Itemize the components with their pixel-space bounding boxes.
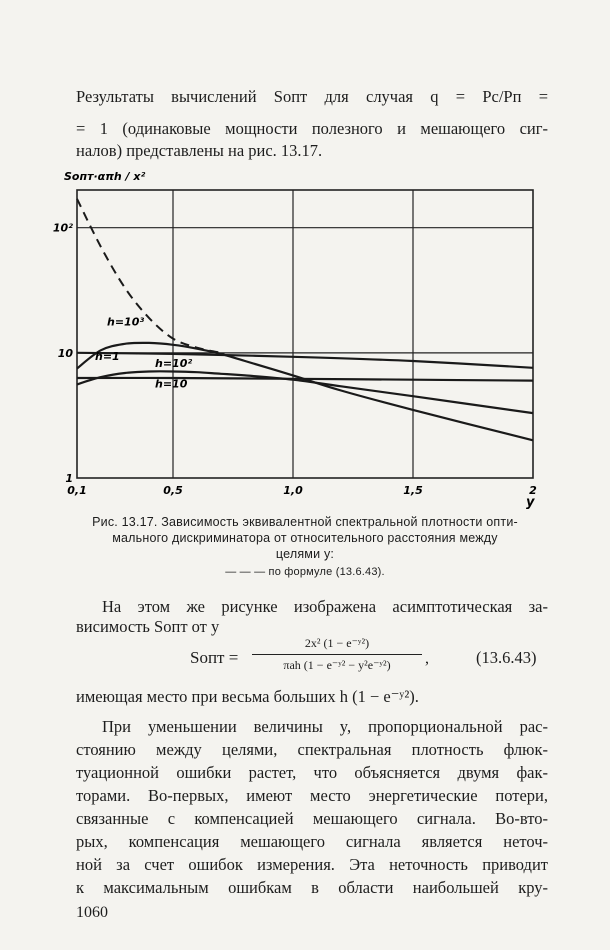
formula-numerator: 2x² (1 − e⁻ʸ²) [252,636,422,655]
page-number: 1060 [76,904,108,921]
figure-caption-line: мального дискриминатора от относительного расстояния между [112,531,498,545]
paragraph-line: На этом же рисунке изображена асимптотическая за- [102,597,548,616]
curve-label: h=10³ [107,315,145,329]
chart-series [77,199,533,440]
formula-denominator: πah (1 − e⁻ʸ² − y²e⁻ʸ²) [283,658,391,672]
curve-label: h=1 [95,349,120,363]
paragraph-line: Результаты вычислений Sопт для случая q = Pc/Pп = [76,87,548,106]
paragraph-line: торами. Во-первых, имеют место энергетические потери, [76,786,548,805]
paragraph-line: рых, компенсация мешающего сигнала является неточ- [76,832,548,851]
y-tick-label: 10² [52,221,73,235]
series-line [77,199,221,353]
paragraph-line: стоянию между целями, спектральная плотность флюк- [76,740,548,759]
paragraph-line: При уменьшении величины y, пропорциональной рас- [102,717,548,736]
paragraph-line: к максимальным ошибкам в области наибольшей кру- [76,878,548,897]
paragraph-line: туационной ошибки растет, что объясняется двумя фак- [76,763,548,782]
figure-caption-line: Рис. 13.17. Зависимость эквивалентной спектральной плотности опти- [92,515,518,529]
curve-label: h=10² [155,357,193,371]
y-axis-label: Sопт·απh / x² [64,170,146,183]
formula-comma: , [425,650,429,667]
formula-number: (13.6.43) [476,648,537,667]
x-tick-label: 0,5 [163,484,183,497]
paragraph-line: = 1 (одинаковые мощности полезного и мешающего сиг- [76,119,548,138]
paragraph-line: связанные с компенсацией мешающего сигнала. Во-вто- [76,809,548,828]
figure-caption-line: целями y: [275,547,335,561]
formula [0,636,610,686]
paragraph-line: висимость Sопт от y [76,617,220,636]
x-tick-label: 2 [529,484,537,497]
paragraph-line: имеющая место при весьма больших h (1 − e⁻ʸ²). [76,687,419,706]
x-axis-label: y [526,495,535,510]
plot-frame [77,190,533,478]
x-tick-label: 1,0 [283,484,303,497]
paragraph-line: налов) представлены на рис. 13.17. [76,141,323,160]
series-line [77,353,533,371]
formula-fraction [252,636,422,673]
x-tick-label: 1,5 [403,484,423,497]
y-tick-label: 10 [57,346,73,360]
paragraph-line: ной за счет ошибок измерения. Эта неточность приводит [76,855,548,874]
formula-label: Sопт = [190,648,239,667]
figure-caption-legend: — — — по формуле (13.6.43). [225,566,385,578]
y-tick-label: 1 [65,472,73,485]
x-tick-label: 0,1 [67,484,87,497]
curve-label: h=10 [155,377,188,391]
